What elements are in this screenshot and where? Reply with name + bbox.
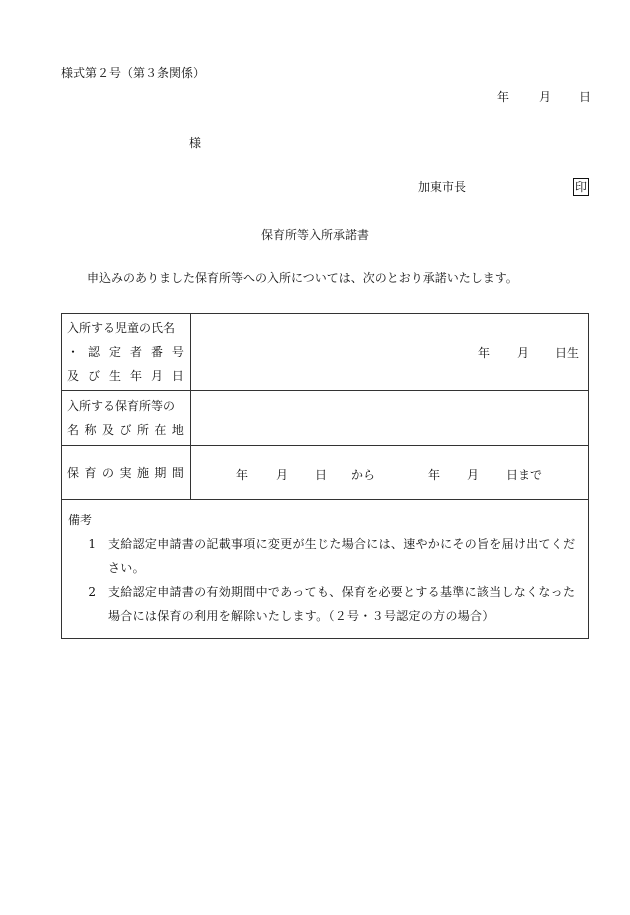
facility-label-line1: 入所する保育所等の [67,399,176,413]
document-title: 保育所等入所承諾書 [260,228,369,242]
start-year: 年 [236,468,249,482]
period-value-cell [191,446,589,500]
child-label-line3: 及 び 生 年 月 日 [67,369,184,383]
facility-label-cell [62,391,191,446]
child-value-cell [191,314,589,391]
form-number-label: 様式第２号（第３条関係） [61,66,206,80]
remarks-heading: 備考 [68,513,93,527]
remark-number: 1 [88,537,96,551]
issuer-name: 加東市長 [418,180,467,194]
issue-date [497,90,591,104]
end-year: 年 [428,468,441,482]
table-row-remarks [62,500,589,639]
end-day: 日まで [506,468,543,482]
period-label: 保 育 の 実 施 期 間 [67,465,184,480]
remarks-cell [62,500,589,639]
birth-month: 月 [517,346,530,360]
date-year: 年 [497,90,510,104]
child-label-line2: ・ 認 定 者 番 号 [67,345,184,359]
birth-year: 年 [478,346,491,360]
birth-day: 日生 [555,346,580,360]
remark-text: 支給認定申請書の記載事項に変更が生じた場合には、速やかにその旨を届け出てください。 [108,537,576,575]
period-label-cell [62,446,191,500]
facility-value-cell [191,391,589,446]
end-month: 月 [467,468,480,482]
start-month: 月 [276,468,289,482]
remark-item-1 [68,532,582,580]
consent-table [61,313,589,639]
child-label-line1: 入所する児童の氏名 [67,321,176,335]
remark-number: 2 [88,585,96,599]
seal-stamp-box: 印 [574,180,587,194]
table-row-period [62,446,589,500]
child-label-cell [62,314,191,391]
table-row-facility [62,391,589,446]
recipient-suffix: 様 [189,136,202,150]
facility-label-line2: 名 称 及 び 所 在 地 [67,423,184,437]
date-month: 月 [539,90,552,104]
date-day: 日 [579,90,592,104]
table-row-child [62,314,589,391]
intro-sentence: 申込みのありました保育所等への入所については、次のとおり承諾いたします。 [87,271,518,285]
start-day: 日 [315,468,328,482]
remark-text: 支給認定申請書の有効期間中であっても、保育を必要とする基準に該当しなくなった場合には保育の利用を解除いたします。（２号・３号認定の方の場合） [108,585,576,623]
remark-item-2 [68,580,582,628]
period-from: から [351,468,376,482]
